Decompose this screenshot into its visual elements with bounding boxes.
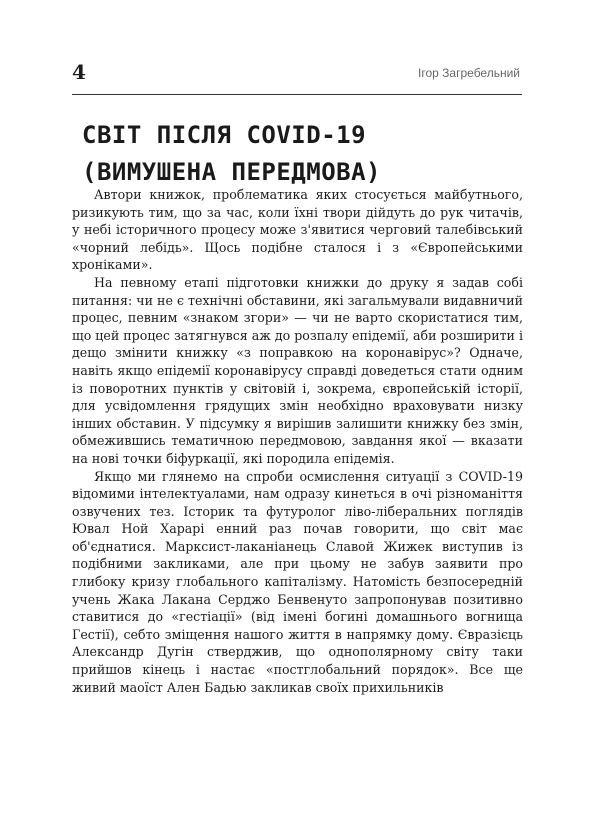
paragraph-2: На певному етапі підготовки книжки до друку я задав собі питання: чи не є технічні обставини, які загальмували видавничий процес, певним «знаком згори» — чи не варто скористатися тим, що цей процес затягнувся аж до розпалу епідемії, аби розширити і дещо змінити книжку «з поправкою на коронавірус»? Одначе, навіть якщо епідемії коронавірусу справді доведеться стати одним із поворотних пунктів у світовій і, зокрема, європейській історії, для усвідомлення грядущих змін необхідно враховувати низку інших обставин. У підсумку я вирішив залишити книжку без змін, обмежившись тематичною передмовою, завдання якої — вказати на нові точки біфуркації, які породила епідемія. (72, 274, 523, 466)
chapter-title-line-2: (ВИМУШЕНА ПЕРЕДМОВА) (82, 158, 381, 186)
page-header (72, 60, 522, 95)
chapter-title (82, 117, 532, 191)
paragraph-3: Якщо ми глянемо на спроби осмислення ситуації з COVID-19 відомими інтелектуалами, нам одразу кинеться в очі різноманіття озвучених тез. Історик та футуролог ліво-ліберальних поглядів Ювал Ной Харарі енний раз почав говорити, що світ має об'єднатися. Марксист-лаканіанець Славой Жижек виступив із подібними закликами, але при цьому не забув заявити про глибоку кризу глобального капіталізму. Натомість безпосередній учень Жака Лакана Серджо Бенвенуто запропонував позитивно ставитися до «гестіації» (від імені богині домашнього вогнища Гестії), себто зміщення нашого життя в напрямку дому. Євразієць Александр Дугін стверджив, що однополярному світу таки прийшов кінець і настає «постглобальний порядок». Все ще живий маоїст Ален Бадью закликав своїх прихильників (72, 468, 523, 695)
paragraph-1: Автори книжок, проблематика яких стосується майбутнього, ризикують тим, що за час, коли їхні твори дійдуть до рук читачів, у небі історичного процесу може з'явитися черговий талебівський «чорний лебідь». Щось подібне сталося і з «Європейськими хроніками». (72, 187, 523, 273)
running-title: Ігор Загребельний (418, 66, 520, 80)
page-number: 4 (72, 60, 86, 84)
body-text (72, 186, 523, 696)
chapter-title-line-1: СВІТ ПІСЛЯ COVID-19 (82, 121, 367, 149)
